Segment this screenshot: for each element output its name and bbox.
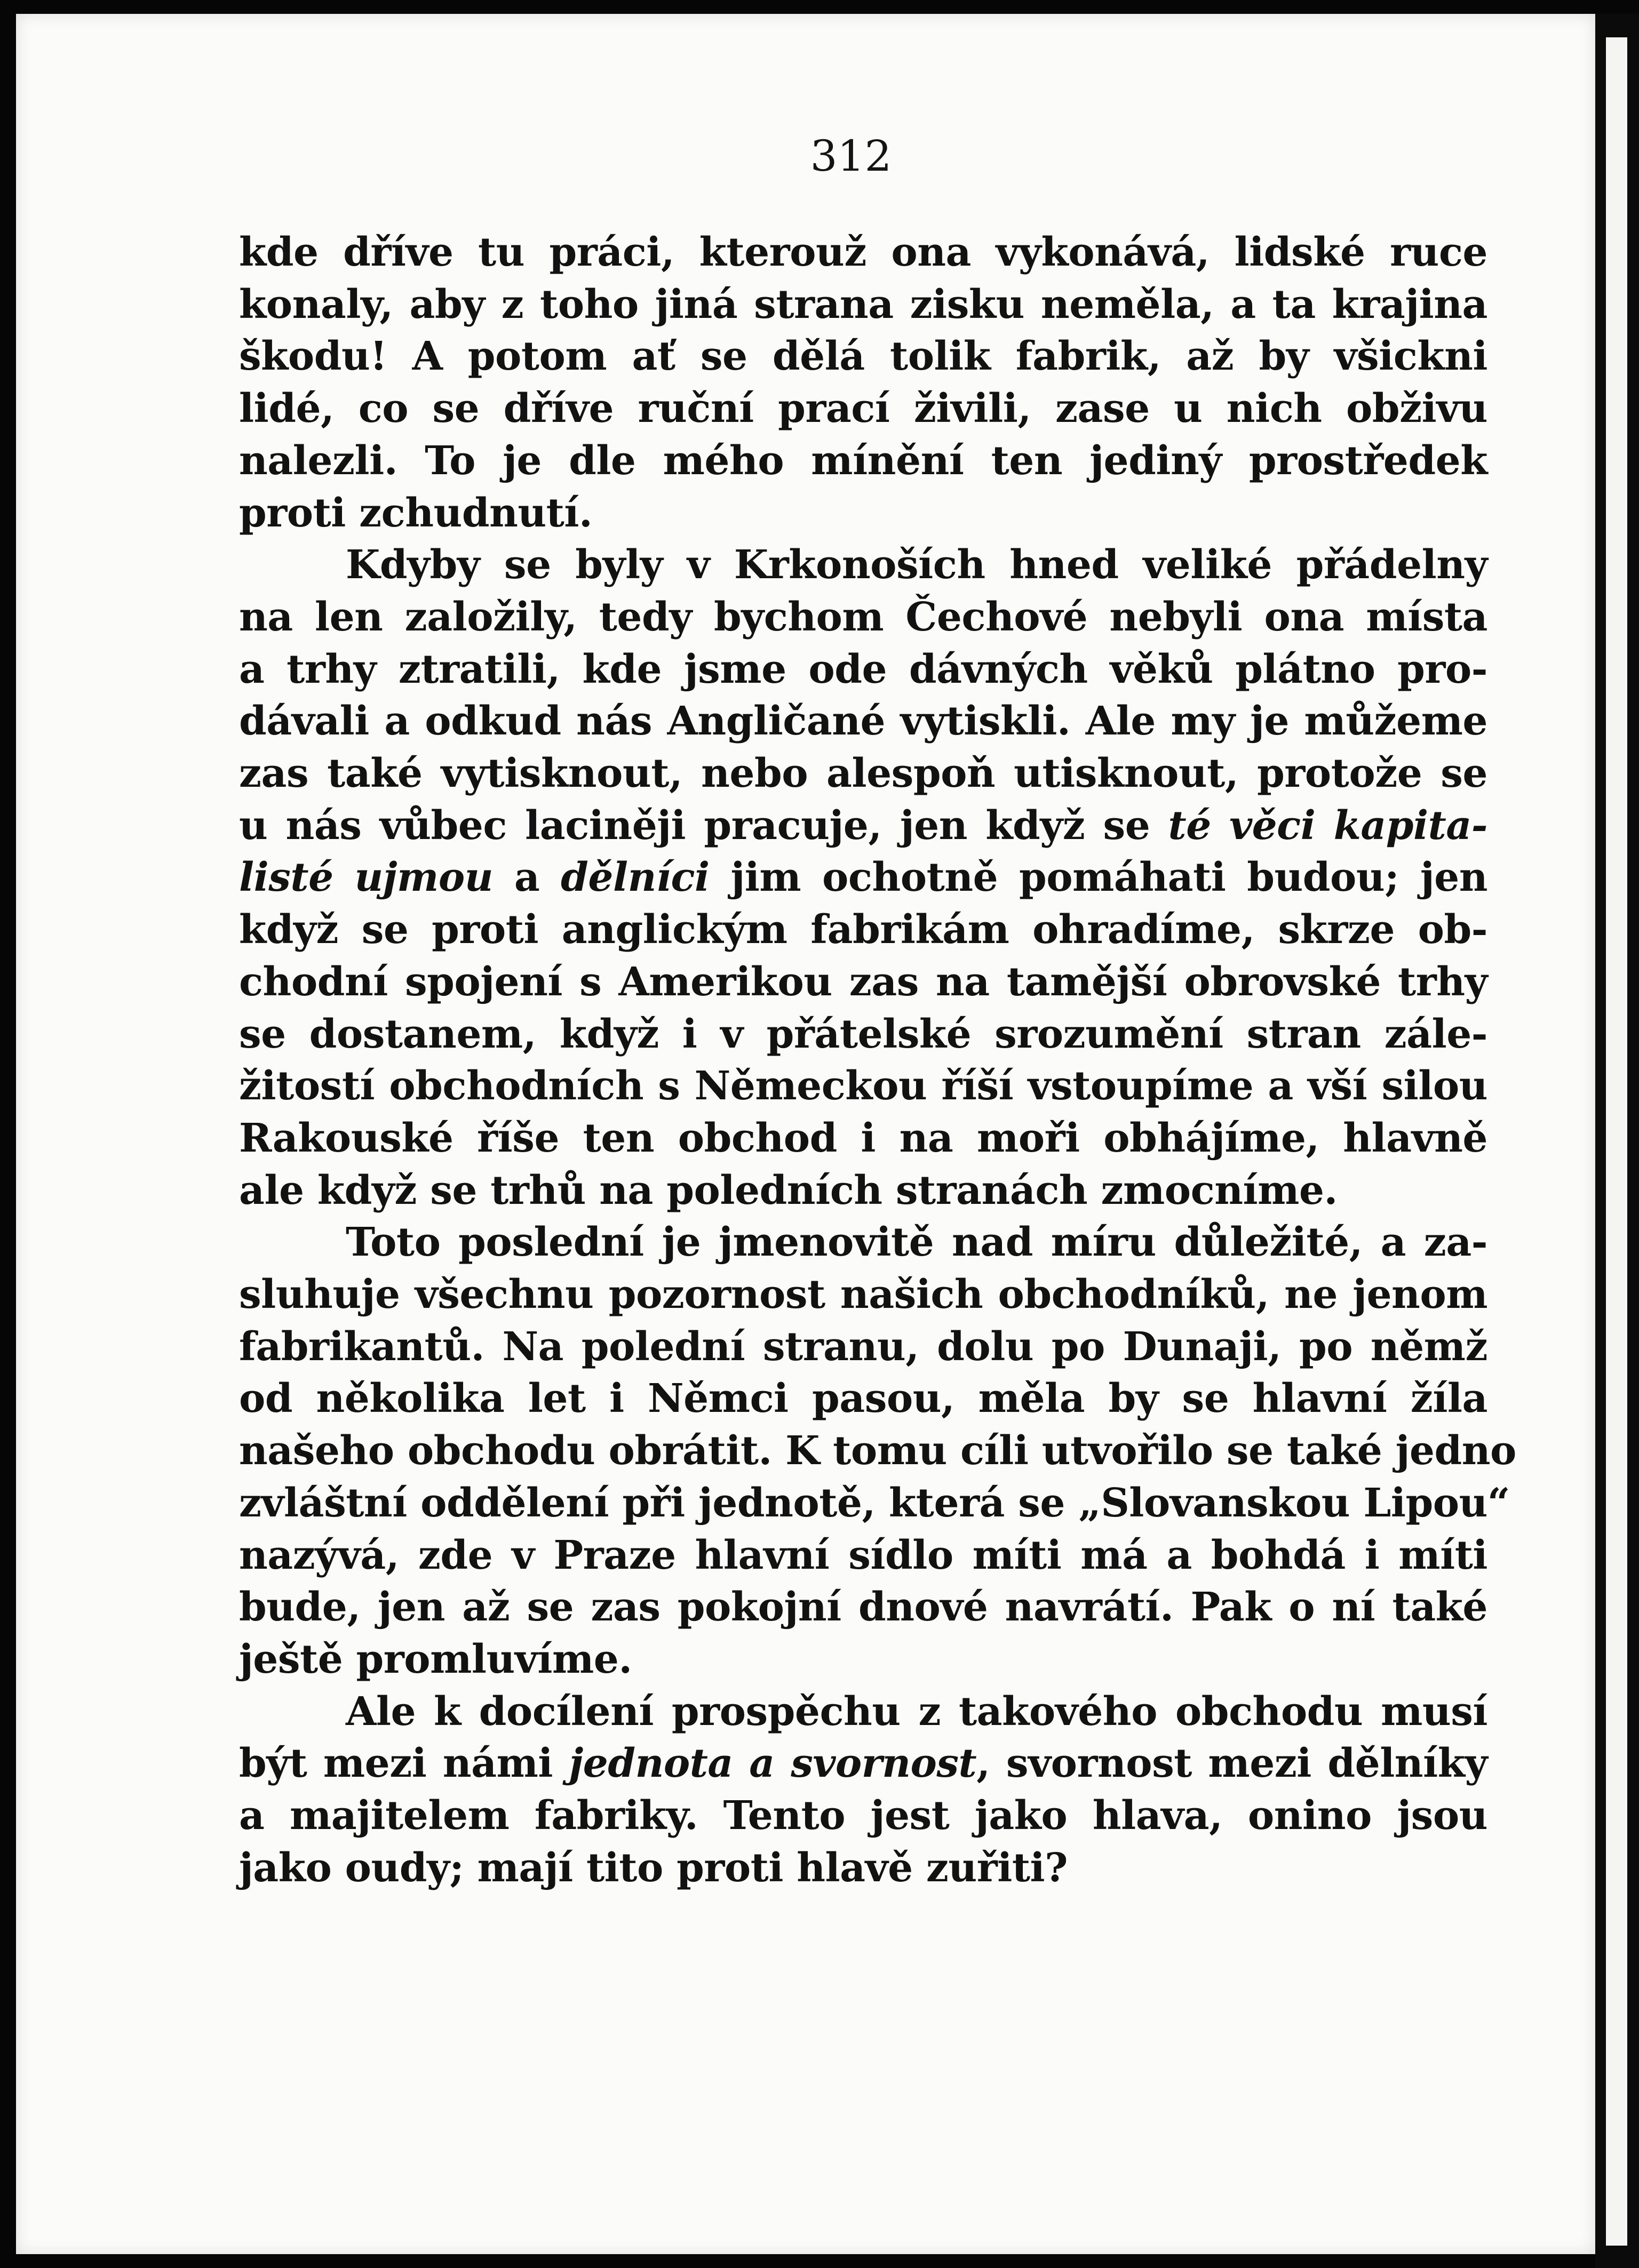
text-line: [239, 904, 1487, 956]
text-run: se dostanem, když i v přátelské srozumění stran zále-: [239, 1011, 1487, 1057]
italic-emphasis: dělníci: [561, 855, 710, 901]
text-line: [239, 1634, 1487, 1686]
text-run: nalezli. To je dle mého mínění ten jediný prostředek: [239, 437, 1487, 484]
text-line: [239, 1060, 1487, 1113]
text-run: Rakouské říše ten obchod i na moři obhájíme, hlavně: [239, 1115, 1487, 1161]
text-run: Kdyby se byly v Krkonoších hned veliké přádelny: [346, 542, 1487, 588]
text-run: fabrikantů. Na polední stranu, dolu po Dunaji, po němž: [239, 1323, 1487, 1370]
text-line: [239, 852, 1487, 904]
text-line: [239, 488, 1487, 540]
text-line: [239, 1425, 1516, 1478]
text-line: [239, 1373, 1487, 1425]
text-line: [239, 279, 1487, 331]
text-line: [239, 592, 1487, 644]
text-run: ještě promluvíme.: [239, 1636, 632, 1682]
body-text: [239, 227, 1516, 1895]
text-line: [239, 435, 1487, 488]
text-run: Ale k docílení prospěchu z takového obchodu musí: [346, 1688, 1487, 1735]
text-line: [239, 1478, 1510, 1530]
text-run: , svornost mezi dělníky: [976, 1740, 1487, 1787]
text-run: zvláštní oddělení při jednotě, která se „Slovanskou Lipou“: [239, 1480, 1510, 1526]
text-run: proti zchudnutí.: [239, 490, 593, 536]
text-line: [239, 748, 1487, 800]
italic-emphasis: jednota a svornost: [569, 1740, 977, 1787]
text-run: když se proti anglickým fabrikám ohradíme, skrze ob-: [239, 907, 1487, 953]
text-run: našeho obchodu obrátit. K tomu cíli utvořilo se také jedno: [239, 1428, 1516, 1474]
text-line: [239, 644, 1487, 696]
text-run: kde dříve tu práci, kterouž ona vykonává, lidské ruce: [239, 229, 1487, 275]
text-line: [239, 1321, 1487, 1373]
text-run: dávali a odkud nás Angličané vytiskli. Ale my je můžeme: [239, 698, 1487, 745]
text-line: [239, 539, 1487, 592]
text-run: konaly, aby z toho jiná strana zisku neměla, a ta krajina: [239, 281, 1487, 328]
text-run: chodní spojení s Amerikou zas na tamější obrovské trhy: [239, 959, 1487, 1005]
text-run: ale když se trhů na poledních stranách zmocníme.: [239, 1167, 1338, 1213]
text-line: [239, 1738, 1487, 1790]
text-line: [239, 1530, 1487, 1582]
text-line: [239, 1686, 1487, 1738]
text-run: a majitelem fabriky. Tento jest jako hlava, onino jsou: [239, 1793, 1487, 1839]
text-run: a trhy ztratili, kde jsme ode dávných věků plátno pro-: [239, 646, 1487, 692]
text-run: sluhuje všechnu pozornost našich obchodníků, ne jenom: [239, 1272, 1487, 1318]
text-line: [239, 331, 1487, 383]
text-run: od několika let i Němci pasou, měla by se hlavní žíla: [239, 1376, 1487, 1422]
text-line: [239, 956, 1487, 1009]
text-line: [239, 1842, 1487, 1895]
text-line: [239, 696, 1487, 748]
text-run: žitostí obchodních s Německou říší vstoupíme a vší silou: [239, 1063, 1487, 1109]
text-run: Toto poslední je jmenovitě nad míru důležité, a za-: [346, 1219, 1487, 1266]
text-run: a: [493, 855, 561, 901]
text-line: [239, 800, 1487, 852]
adjacent-page-edge: [1606, 37, 1627, 2246]
text-line: [239, 227, 1487, 279]
text-line: [239, 1790, 1487, 1842]
text-line: [239, 1217, 1487, 1269]
italic-emphasis: té věci kapita-: [1168, 802, 1487, 849]
text-run: jim ochotně pomáhati budou; jen: [709, 855, 1487, 901]
text-run: zas také vytisknout, nebo alespoň utisknout, protože se: [239, 750, 1487, 797]
paragraph-3: [239, 1217, 1516, 1686]
text-line: [239, 383, 1487, 435]
text-line: [239, 1009, 1487, 1061]
text-run: škodu! A potom ať se dělá tolik fabrik, až by všickni: [239, 333, 1487, 380]
text-line: [239, 1113, 1487, 1165]
paragraph-4: [239, 1686, 1487, 1895]
text-run: být mezi námi: [239, 1740, 569, 1787]
text-run: bude, jen až se zas pokojní dnové navrátí. Pak o ní také: [239, 1584, 1487, 1631]
paragraph-1: [239, 227, 1487, 539]
text-run: lidé, co se dříve ruční prací živili, zase u nich obživu: [239, 386, 1487, 432]
text-line: [239, 1269, 1487, 1321]
text-run: jako oudy; mají tito proti hlavě zuřiti?: [239, 1844, 1068, 1891]
text-line: [239, 1582, 1487, 1634]
text-run: na len založily, tedy bychom Čechové nebyli ona místa: [239, 594, 1487, 640]
italic-emphasis: listé ujmou: [239, 855, 494, 901]
text-run: nazývá, zde v Praze hlavní sídlo míti má a bohdá i míti: [239, 1532, 1487, 1578]
page-number: 312: [810, 131, 892, 181]
text-line: [239, 1165, 1487, 1217]
text-run: u nás vůbec laciněji pracuje, jen když se: [239, 802, 1168, 849]
paragraph-2: [239, 539, 1487, 1217]
